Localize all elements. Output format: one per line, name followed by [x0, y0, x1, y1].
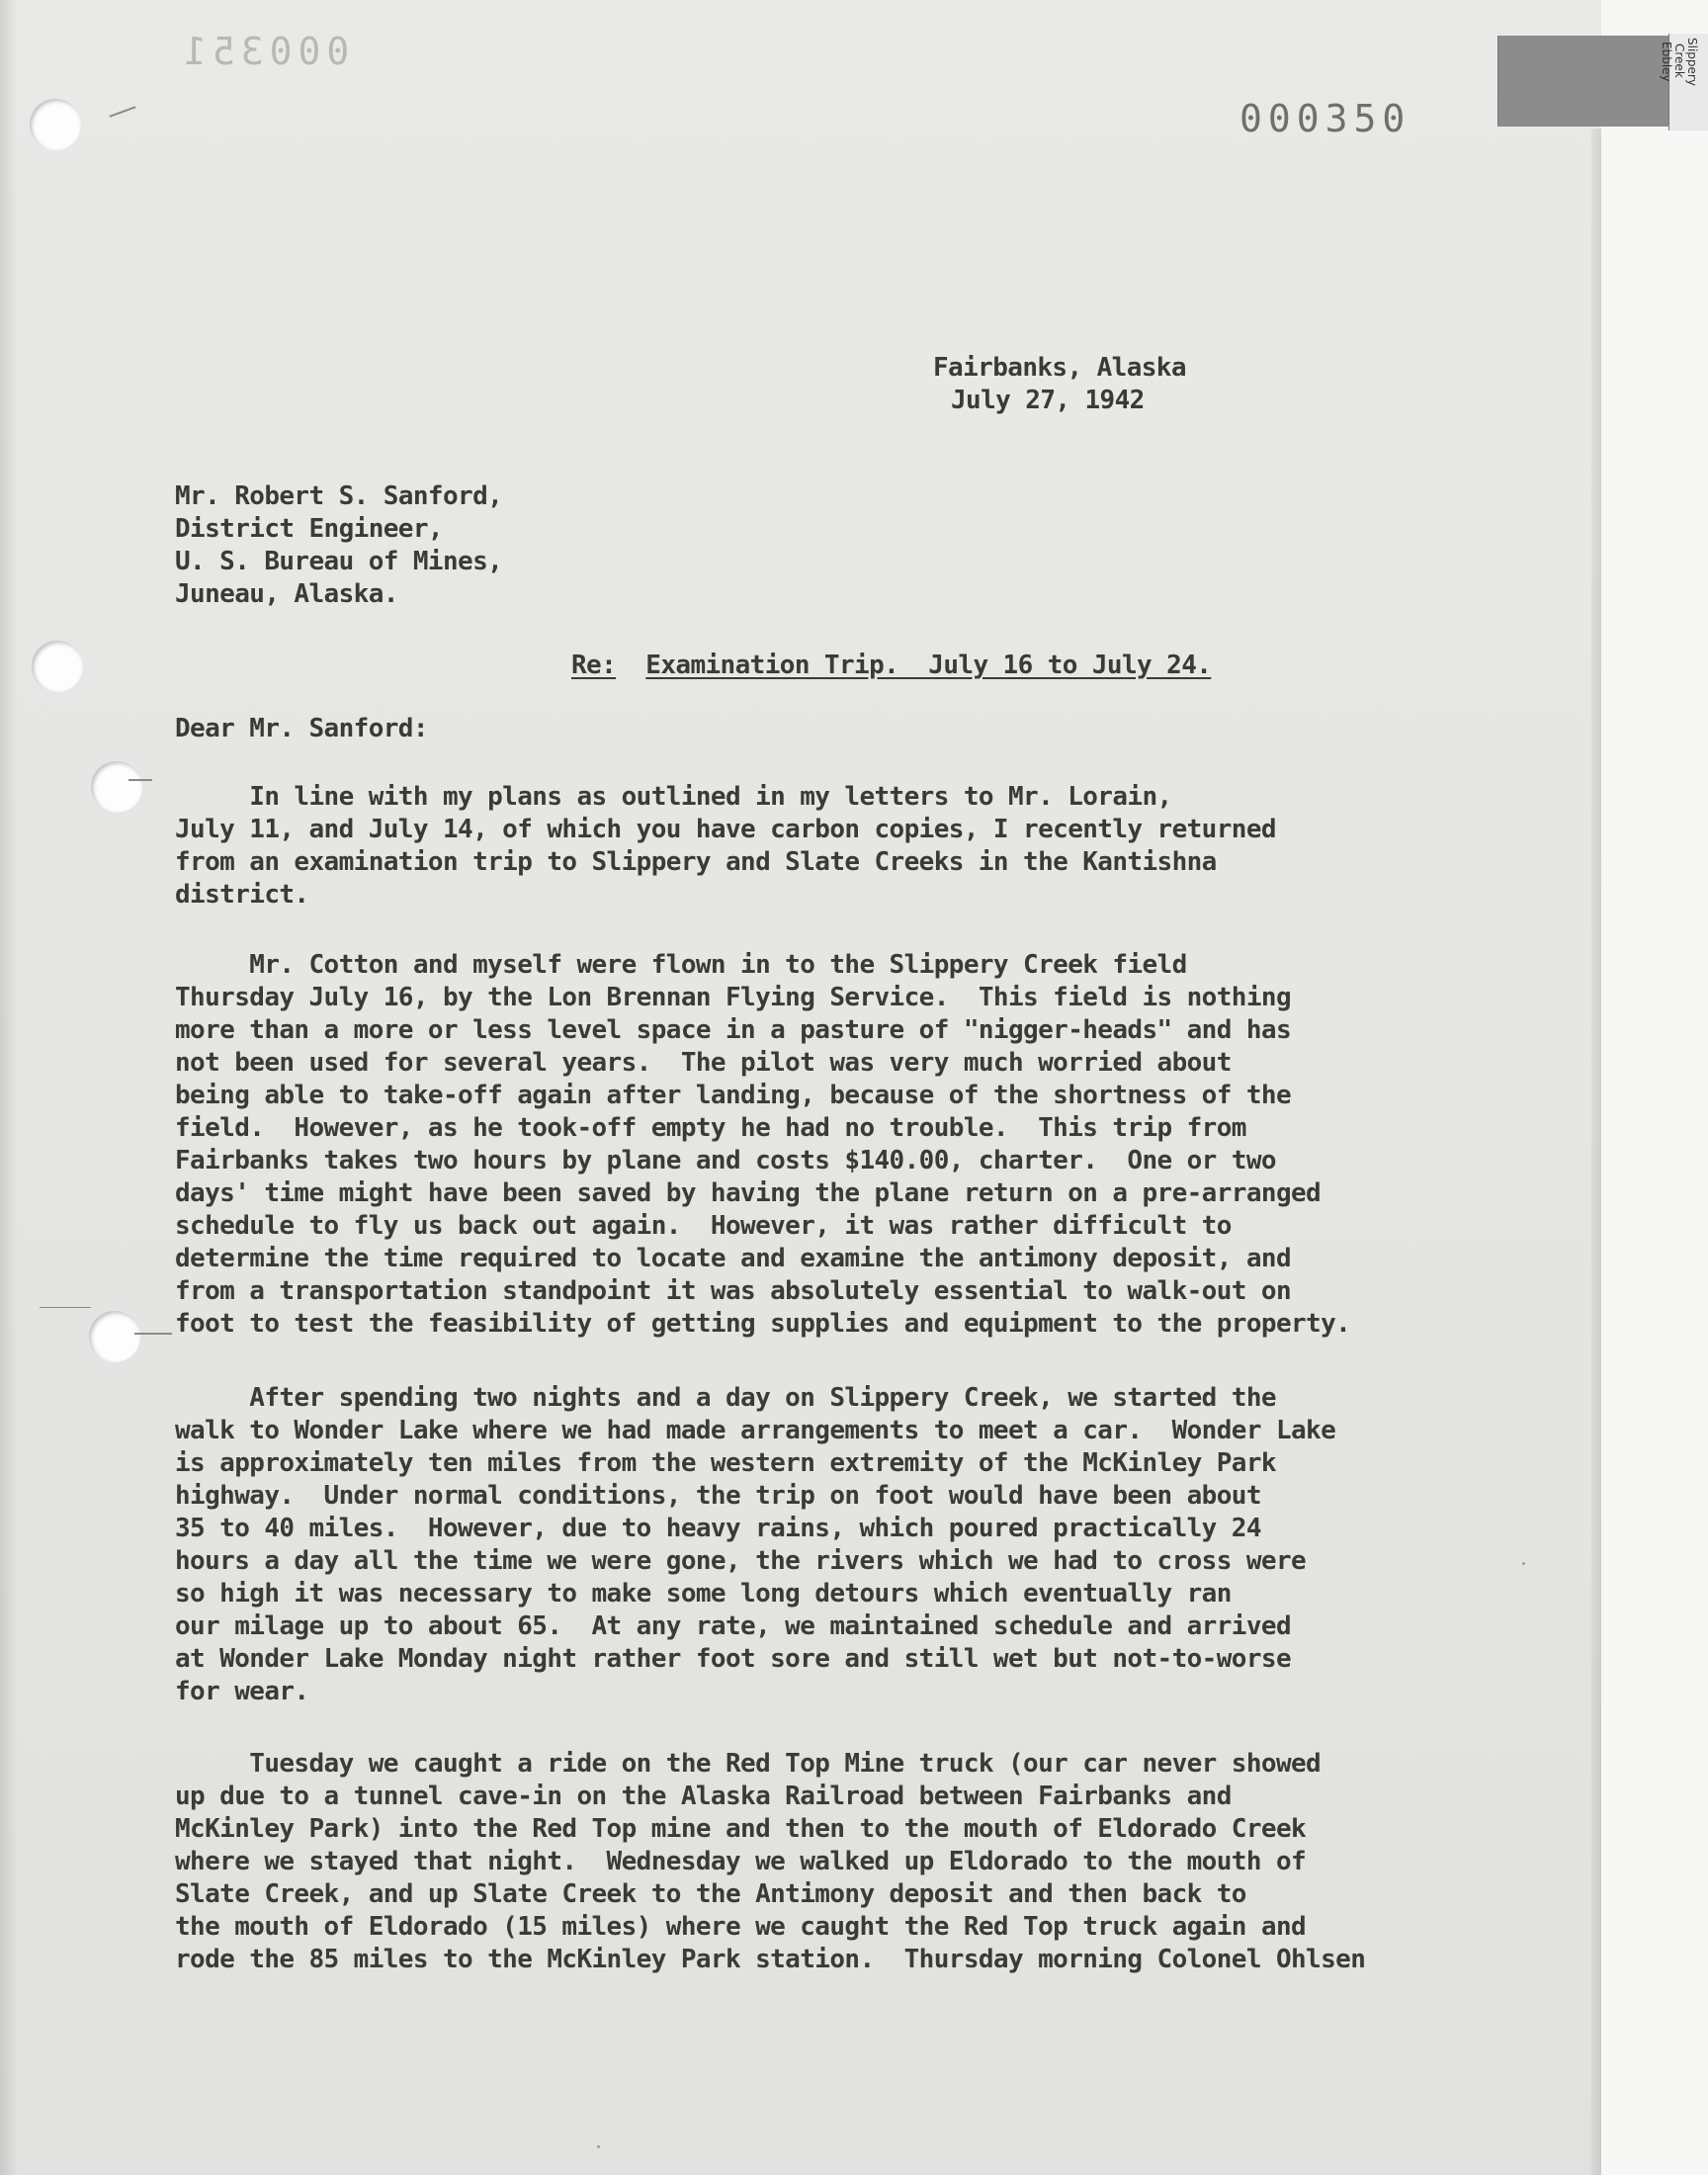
letter-date: July 27, 1942	[951, 386, 1145, 415]
text-line: so high it was necessary to make some long detours which eventually ran	[175, 1579, 1232, 1609]
pen-mark	[134, 1333, 172, 1335]
text-line: up due to a tunnel cave-in on the Alaska Railroad between Fairbanks and	[175, 1782, 1232, 1811]
pen-mark	[128, 779, 152, 781]
tab-label-line: Slippery	[1685, 38, 1699, 86]
subject-text: Examination Trip. July 16 to July 24.	[645, 651, 1212, 680]
text-line: days' time might have been saved by having the plane return on a pre-arranged	[175, 1178, 1322, 1208]
page-left-shadow	[0, 0, 18, 2175]
text-line: July 11, and July 14, of which you have carbon copies, I recently returned	[175, 815, 1276, 844]
page-edge-background	[1601, 0, 1708, 2175]
text-line: for wear.	[175, 1677, 309, 1706]
text-line: schedule to fly us back out again. However, it was rather difficult to	[175, 1211, 1232, 1241]
text-line: foot to test the feasibility of getting supplies and equipment to the property.	[175, 1309, 1351, 1339]
paragraph	[175, 781, 1276, 912]
paragraph	[175, 949, 1350, 1341]
text-line: hours a day all the time we were gone, the rivers which we had to cross were	[175, 1546, 1307, 1576]
text-line: highway. Under normal conditions, the trip on foot would have been about	[175, 1481, 1261, 1511]
recipient-address	[175, 480, 502, 611]
text-line: McKinley Park) into the Red Top mine and then to the mouth of Eldorado Creek	[175, 1814, 1307, 1844]
address-line: Mr. Robert S. Sanford,	[175, 481, 503, 511]
address-line: Juneau, Alaska.	[175, 579, 398, 609]
text-line: is approximately ten miles from the western extremity of the McKinley Park	[175, 1448, 1276, 1478]
text-line: rode the 85 miles to the McKinley Park station. Thursday morning Colonel Ohlsen	[175, 1945, 1366, 1974]
text-line: In line with my plans as outlined in my letters to Mr. Lorain,	[175, 782, 1172, 812]
text-line: walk to Wonder Lake where we had made arrangements to meet a car. Wonder Lake	[175, 1416, 1336, 1445]
tab-label-line: Creek	[1672, 44, 1686, 78]
text-line: from a transportation standpoint it was absolutely essential to walk-out on	[175, 1276, 1291, 1306]
page-right-shadow	[1591, 129, 1601, 2175]
page-number-stamp: 000350	[1239, 97, 1411, 140]
paragraph	[175, 1748, 1365, 1976]
text-line: from an examination trip to Slippery and Slate Creeks in the Kantishna	[175, 847, 1217, 877]
paragraph	[175, 1382, 1335, 1708]
text-line: Slate Creek, and up Slate Creek to the Antimony deposit and then back to	[175, 1879, 1246, 1909]
fold-mark	[40, 1307, 91, 1308]
text-line: district.	[175, 880, 309, 910]
text-line: where we stayed that night. Wednesday we walked up Eldorado to the mouth of	[175, 1847, 1307, 1876]
text-line: our milage up to about 65. At any rate, we maintained schedule and arrived	[175, 1611, 1291, 1641]
index-tab-label	[1660, 34, 1708, 130]
paper-speck	[1522, 1562, 1525, 1565]
punch-hole	[91, 761, 142, 813]
text-line: field. However, as he took-off empty he had no trouble. This trip from	[175, 1113, 1246, 1143]
text-line: After spending two nights and a day on Slippery Creek, we started the	[175, 1383, 1276, 1413]
text-line: Tuesday we caught a ride on the Red Top Mine truck (our car never showed	[175, 1749, 1322, 1779]
tab-label-line: Ebbley	[1660, 42, 1673, 82]
subject-label: Re:	[571, 651, 617, 680]
punch-hole	[32, 641, 83, 692]
text-line: Mr. Cotton and myself were flown in to the Slippery Creek field	[175, 950, 1187, 980]
text-line: 35 to 40 miles. However, due to heavy rains, which poured practically 24	[175, 1514, 1261, 1543]
letter-place: Fairbanks, Alaska	[933, 353, 1186, 383]
bleed-through-page-number: 000351	[178, 30, 350, 73]
punch-hole	[89, 1311, 140, 1362]
subject-line	[571, 650, 1211, 682]
text-line: at Wonder Lake Monday night rather foot sore and still wet but not-to-worse	[175, 1644, 1291, 1674]
text-line: Thursday July 16, by the Lon Brennan Flying Service. This field is nothing	[175, 983, 1291, 1012]
text-line: being able to take-off again after landing, because of the shortness of the	[175, 1081, 1291, 1110]
text-line: Fairbanks takes two hours by plane and costs $140.00, charter. One or two	[175, 1146, 1276, 1175]
text-line: not been used for several years. The pilot was very much worried about	[175, 1048, 1232, 1078]
address-line: District Engineer,	[175, 514, 443, 544]
salutation: Dear Mr. Sanford:	[175, 714, 428, 743]
punch-hole	[30, 99, 81, 150]
address-line: U. S. Bureau of Mines,	[175, 547, 503, 576]
text-line: determine the time required to locate and examine the antimony deposit, and	[175, 1244, 1291, 1273]
paper-speck	[597, 2145, 600, 2148]
text-line: the mouth of Eldorado (15 miles) where we caught the Red Top truck again and	[175, 1912, 1307, 1942]
text-line: more than a more or less level space in a pasture of "nigger-heads" and has	[175, 1015, 1291, 1045]
